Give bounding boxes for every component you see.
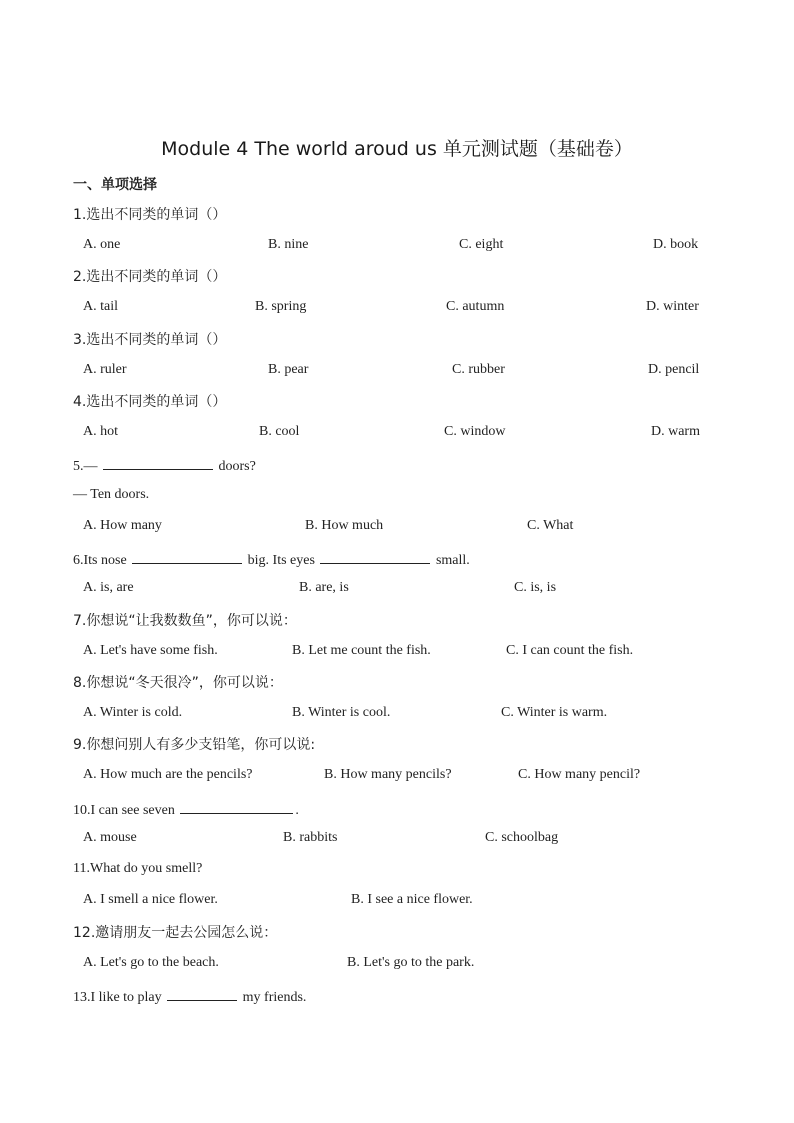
q6-stem-middle: big. Its eyes xyxy=(244,553,319,568)
q10-option-c: C. schoolbag xyxy=(485,830,559,845)
question-4: 4.选出不同类的单词（） xyxy=(73,394,227,410)
q5-option-b: B. How much xyxy=(305,518,384,533)
q8-option-b: B. Winter is cool. xyxy=(292,705,391,720)
q2-option-d: D. winter xyxy=(646,299,699,314)
q11-option-b: B. I see a nice flower. xyxy=(351,892,473,907)
section-heading: 一、单项选择 xyxy=(73,177,157,193)
q5-answer-line: — Ten doors. xyxy=(73,487,150,502)
answer-blank xyxy=(132,549,242,564)
q2-option-a: A. tail xyxy=(83,299,118,314)
q1-option-c: C. eight xyxy=(459,237,504,252)
q13-stem-start: 13.I like to play xyxy=(73,990,166,1005)
answer-blank xyxy=(320,549,430,564)
q5-option-c: C. What xyxy=(527,518,574,533)
question-10 xyxy=(73,799,299,819)
q7-option-a: A. Let's have some fish. xyxy=(83,643,218,658)
question-3: 3.选出不同类的单词（） xyxy=(73,332,227,348)
question-7: 7.你想说“让我数数鱼”，你可以说： xyxy=(73,613,297,629)
question-9: 9.你想问别人有多少支铅笔，你可以说: xyxy=(73,737,316,753)
q5-stem-start: 5.— xyxy=(73,459,101,474)
question-12: 12.邀请朋友一起去公园怎么说： xyxy=(73,925,278,941)
answer-blank xyxy=(103,455,213,470)
q4-option-d: D. warm xyxy=(651,424,700,439)
page-title: Module 4 The world aroud us 单元测试题（基础卷） xyxy=(161,138,633,160)
q10-stem-end: . xyxy=(295,803,299,818)
question-2: 2.选出不同类的单词（） xyxy=(73,269,227,285)
q7-option-c: C. I can count the fish. xyxy=(506,643,634,658)
q12-option-a: A. Let's go to the beach. xyxy=(83,955,219,970)
q6-stem-end: small. xyxy=(432,553,470,568)
q6-option-b: B. are, is xyxy=(299,580,349,595)
q1-option-a: A. one xyxy=(83,237,121,252)
q4-option-c: C. window xyxy=(444,424,506,439)
q10-option-b: B. rabbits xyxy=(283,830,338,845)
q13-stem-end: my friends. xyxy=(239,990,307,1005)
question-8: 8.你想说“冬天很冷”，你可以说： xyxy=(73,675,283,691)
q8-option-a: A. Winter is cold. xyxy=(83,705,183,720)
q6-option-a: A. is, are xyxy=(83,580,134,595)
question-1: 1.选出不同类的单词（） xyxy=(73,207,227,223)
q9-option-a: A. How much are the pencils? xyxy=(83,767,253,782)
q3-option-b: B. pear xyxy=(268,362,309,377)
q3-option-d: D. pencil xyxy=(648,362,700,377)
q12-option-b: B. Let's go to the park. xyxy=(347,955,475,970)
q6-option-c: C. is, is xyxy=(514,580,557,595)
q5-stem-end: doors? xyxy=(215,459,256,474)
q9-option-c: C. How many pencil? xyxy=(518,767,641,782)
q4-option-b: B. cool xyxy=(259,424,300,439)
q3-option-c: C. rubber xyxy=(452,362,505,377)
question-13 xyxy=(73,986,306,1006)
answer-blank xyxy=(180,799,293,814)
q8-option-c: C. Winter is warm. xyxy=(501,705,608,720)
q2-option-b: B. spring xyxy=(255,299,307,314)
q11-option-a: A. I smell a nice flower. xyxy=(83,892,218,907)
q7-option-b: B. Let me count the fish. xyxy=(292,643,431,658)
q1-option-b: B. nine xyxy=(268,237,309,252)
q3-option-a: A. ruler xyxy=(83,362,127,377)
q1-option-d: D. book xyxy=(653,237,699,252)
q9-option-b: B. How many pencils? xyxy=(324,767,452,782)
question-11: 11.What do you smell? xyxy=(73,861,203,876)
q2-option-c: C. autumn xyxy=(446,299,505,314)
q6-stem-start: 6.Its nose xyxy=(73,553,131,568)
q4-option-a: A. hot xyxy=(83,424,118,439)
question-6 xyxy=(73,549,470,569)
q10-option-a: A. mouse xyxy=(83,830,137,845)
question-5 xyxy=(73,455,256,475)
q5-option-a: A. How many xyxy=(83,518,162,533)
q10-stem-start: 10.I can see seven xyxy=(73,803,179,818)
answer-blank xyxy=(167,986,237,1001)
